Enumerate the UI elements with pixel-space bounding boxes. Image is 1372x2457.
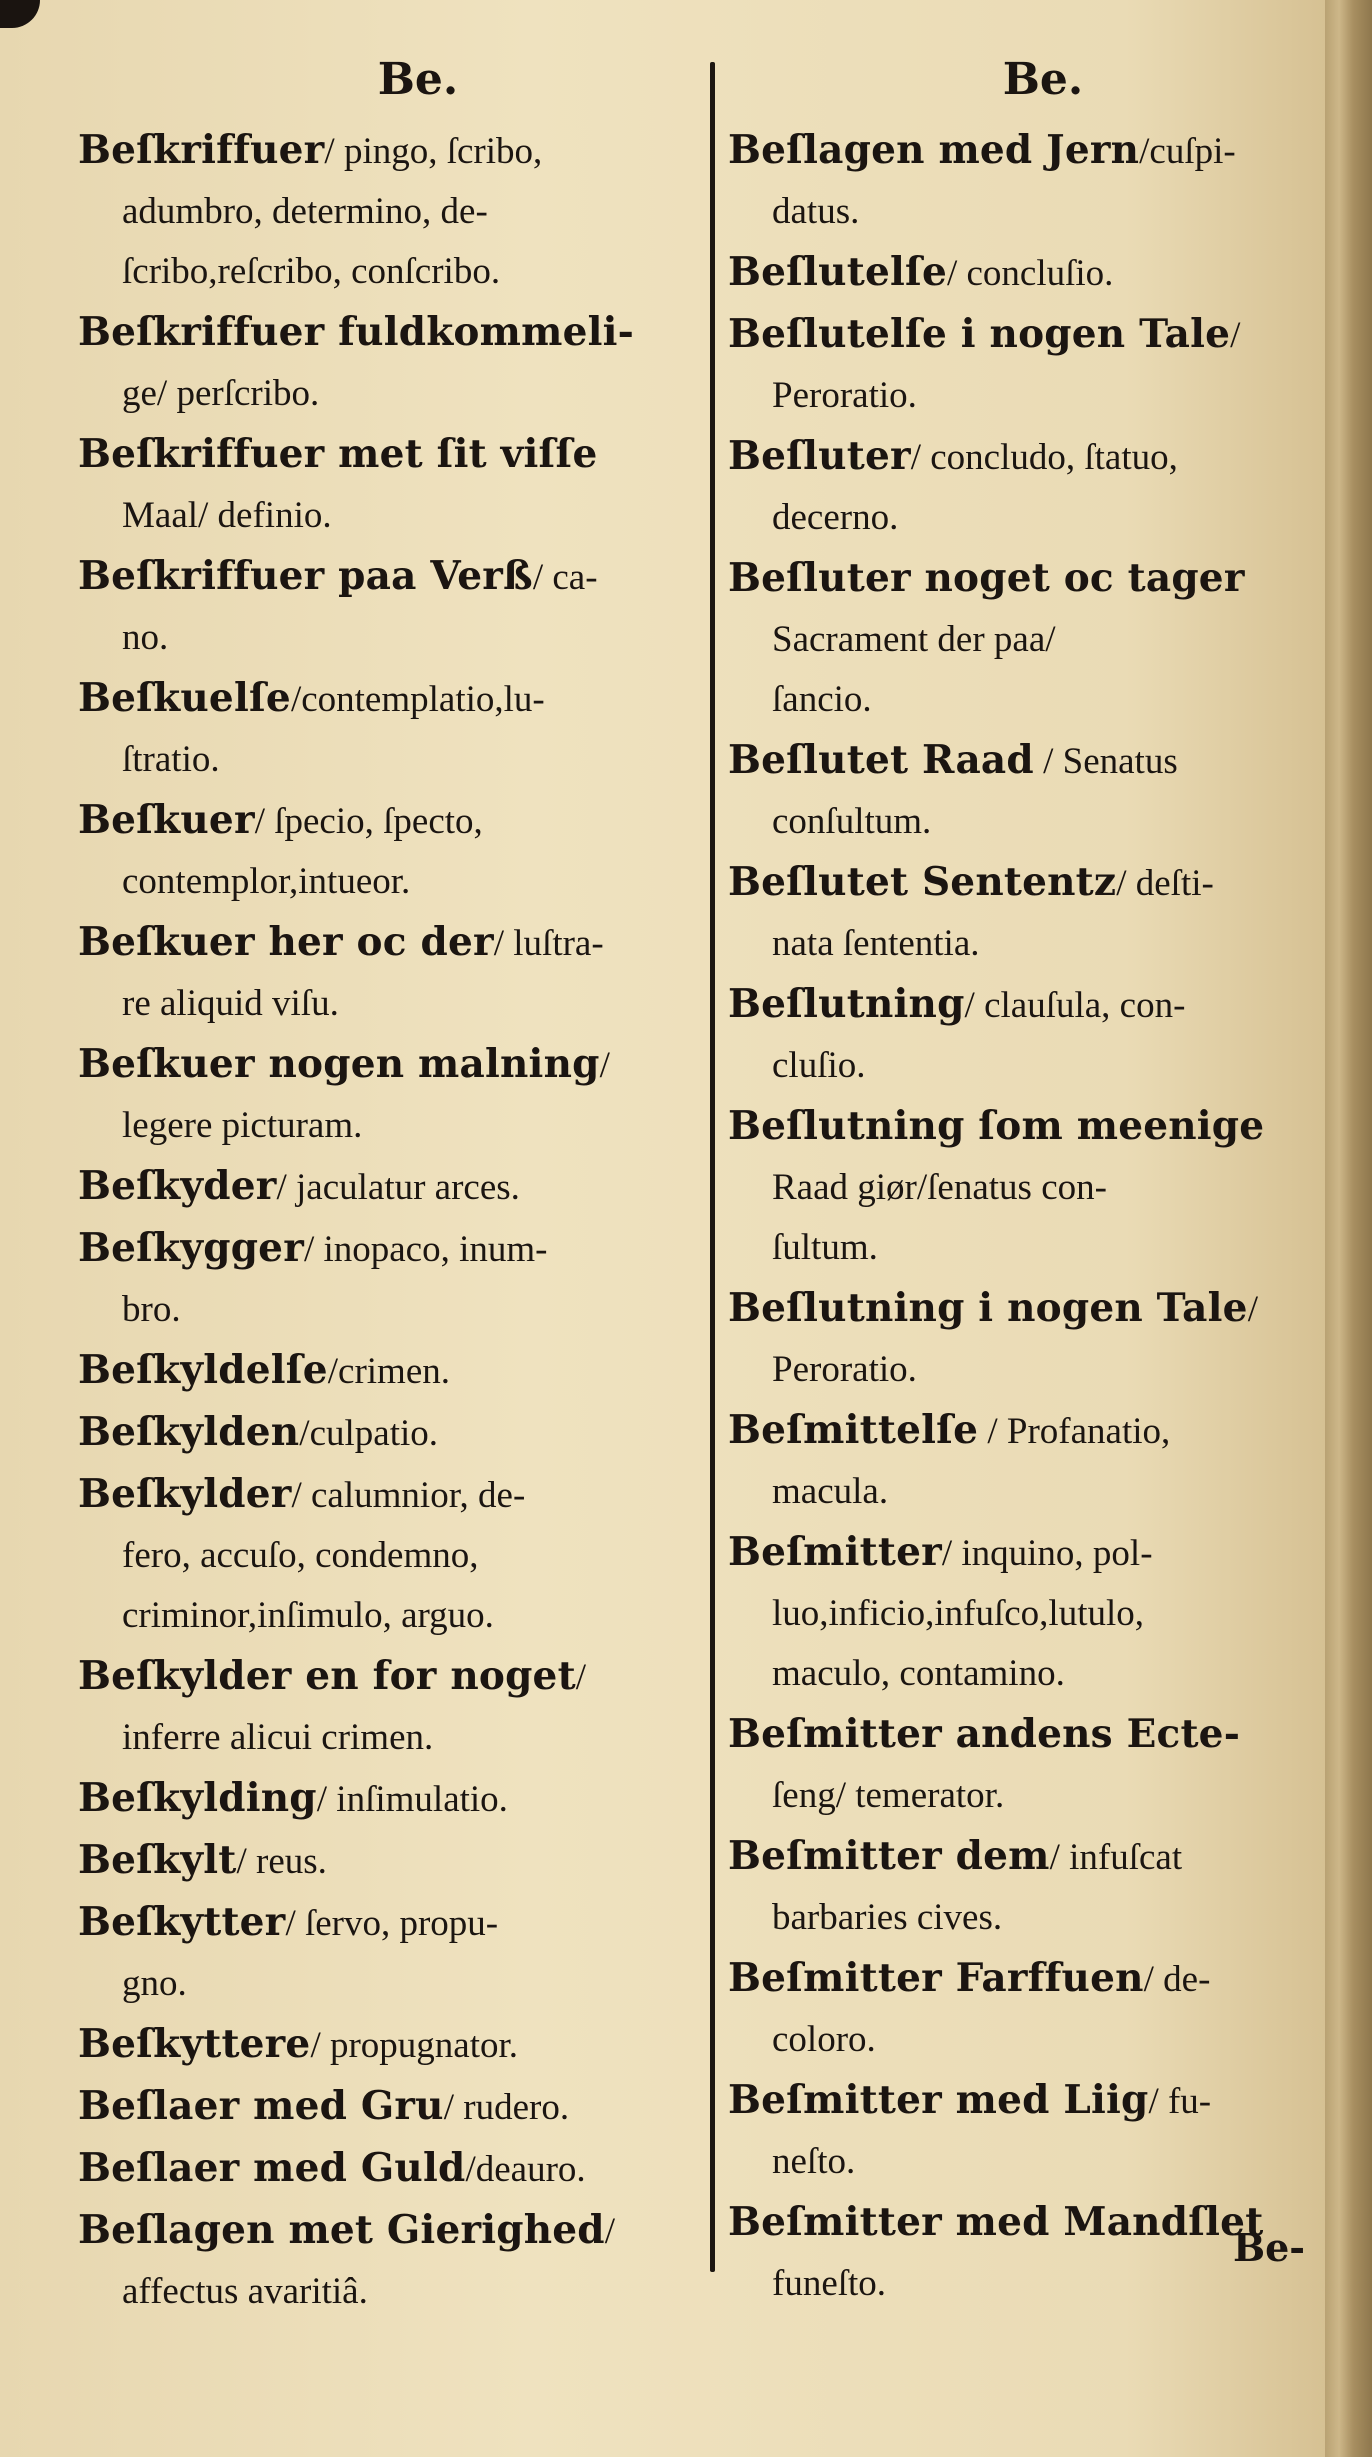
dictionary-entry [78, 1464, 698, 1646]
entry-continuation: ſtratio. [122, 739, 220, 780]
dictionary-entry [78, 790, 698, 912]
entry-headword: Beſkylden [78, 1409, 300, 1455]
dictionary-entry [78, 1768, 698, 1830]
entry-translation: / inſimulatio. [316, 1779, 508, 1820]
entry-continuation: bro. [122, 1289, 181, 1330]
entry-headword: Beſlutning [728, 981, 965, 1027]
dictionary-entry [78, 1892, 698, 2014]
left-entry-list [78, 120, 698, 2322]
dictionary-entry [78, 120, 698, 302]
entry-translation: /contemplatio,lu- [290, 679, 545, 720]
entry-headword: Beſmitter Farffuen [728, 1955, 1144, 2001]
entry-continuation: conſultum. [772, 801, 932, 842]
entry-headword: Beſlaer med Gru [78, 2083, 444, 2129]
catchword: Be- [1233, 2225, 1306, 2270]
entry-translation: / clauſula, con- [964, 985, 1186, 1026]
right-column [728, 40, 1338, 2314]
dictionary-entry [78, 2076, 698, 2138]
entry-continuation: fero, accuſo, condemno, [122, 1535, 479, 1576]
entry-translation: / ſpecio, ſpecto, [254, 801, 483, 842]
entry-headword: Beſkyldelſe [78, 1347, 328, 1393]
entry-translation: / reus. [236, 1841, 327, 1882]
entry-headword: Beſlutet Sententz [728, 859, 1117, 905]
entry-headword: Beſkylder en for noget [78, 1653, 576, 1699]
entry-translation: / calumnior, de- [291, 1475, 526, 1516]
entry-continuation: Sacrament der paa/ [772, 619, 1056, 660]
entry-headword: Beſkyttere [78, 2021, 311, 2067]
entry-headword: Beſlaer med Guld [78, 2145, 466, 2191]
entry-continuation: gno. [122, 1963, 187, 2004]
entry-translation: / ca- [532, 557, 598, 598]
entry-translation: /crimen. [327, 1351, 451, 1392]
entry-headword: Beſkriffuer paa Verß [78, 553, 533, 599]
entry-headword: Beſkuelſe [78, 675, 291, 721]
entry-headword: Beſlutning ſom meenige [728, 1103, 1265, 1149]
dictionary-entry [78, 2200, 698, 2322]
entry-translation: /deauro. [465, 2149, 586, 2190]
dictionary-entry [728, 304, 1338, 426]
entry-headword: Beſmitter dem [728, 1833, 1050, 1879]
entry-headword: Beſluter [728, 433, 911, 479]
column-divider [710, 62, 715, 2272]
left-running-head: Be. [377, 54, 459, 105]
entry-headword: Beſlutelſe [728, 249, 947, 295]
entry-headword: Beſmittelſe [728, 1407, 979, 1453]
entry-continuation: Peroratio. [772, 1349, 917, 1390]
right-entry-list [728, 120, 1338, 2314]
entry-translation: / inopaco, inum- [303, 1229, 548, 1270]
entry-continuation: Raad giør/ſenatus con- [772, 1167, 1107, 1208]
entry-continuation: legere picturam. [122, 1105, 363, 1146]
entry-translation: /culpatio. [299, 1413, 439, 1454]
entry-translation: / Senatus [1033, 741, 1178, 782]
entry-continuation: decerno. [772, 497, 899, 538]
dictionary-entry [728, 1826, 1338, 1948]
entry-continuation: criminor,inſimulo, arguo. [122, 1595, 494, 1636]
entry-headword: Beſluter noget oc tager [728, 555, 1245, 601]
entry-translation: / [604, 2211, 616, 2252]
entry-continuation: nata ſententia. [772, 923, 980, 964]
entry-continuation: affectus avaritiâ. [122, 2271, 368, 2312]
entry-translation: / fu- [1148, 2081, 1212, 2122]
entry-continuation: barbaries cives. [772, 1897, 1003, 1938]
entry-headword: Beſkuer [78, 797, 255, 843]
entry-translation: / rudero. [443, 2087, 570, 2128]
entry-continuation: ſultum. [772, 1227, 878, 1268]
entry-translation: / concludo, ſtatuo, [910, 437, 1178, 478]
entry-continuation: coloro. [772, 2019, 876, 2060]
entry-translation: / [575, 1657, 587, 1698]
entry-headword: Beſlutning i nogen Tale [728, 1285, 1248, 1331]
dictionary-entry [728, 974, 1338, 1096]
entry-continuation: Peroratio. [772, 375, 917, 416]
entry-translation: / pingo, ſcribo, [324, 131, 543, 172]
dictionary-entry [728, 1948, 1338, 2070]
entry-headword: Beſmitter andens Ecte- [728, 1711, 1241, 1757]
entry-continuation: inferre alicui crimen. [122, 1717, 434, 1758]
entry-headword: Beſmitter med Liig [728, 2077, 1149, 2123]
entry-headword: Beſkyder [78, 1163, 277, 1209]
entry-continuation: contemplor,intueor. [122, 861, 411, 902]
right-running-head: Be. [1002, 54, 1084, 105]
entry-translation: / Profanatio, [978, 1411, 1171, 1452]
entry-headword: Beſkuer her oc der [78, 919, 494, 965]
dictionary-entry [78, 546, 698, 668]
dictionary-entry [78, 1156, 698, 1218]
entry-headword: Beſkylder [78, 1471, 292, 1517]
entry-continuation: ge/ perſcribo. [122, 373, 320, 414]
entry-headword: Beſlagen met Gierighed [78, 2207, 605, 2253]
entry-continuation: Maal/ definio. [122, 495, 332, 536]
entry-translation: / propugnator. [310, 2025, 519, 2066]
entry-continuation: maculo, contamino. [772, 1653, 1065, 1694]
entry-translation: / de- [1143, 1959, 1211, 2000]
entry-headword: Beſkriffuer fuldkommeli- [78, 309, 634, 355]
dictionary-entry [78, 912, 698, 1034]
dictionary-entry [78, 1402, 698, 1464]
entry-headword: Beſkytter [78, 1899, 286, 1945]
entry-continuation: re aliquid viſu. [122, 983, 339, 1024]
dictionary-entry [728, 730, 1338, 852]
entry-continuation: neſto. [772, 2141, 856, 2182]
entry-translation: / ſervo, propu- [285, 1903, 499, 1944]
dictionary-entry [78, 2138, 698, 2200]
dictionary-entry [728, 242, 1338, 304]
dictionary-entry [78, 1218, 698, 1340]
dictionary-entry [728, 426, 1338, 548]
entry-headword: Beſkuer nogen malning [78, 1041, 600, 1087]
entry-continuation: ſcribo,reſcribo, conſcribo. [122, 251, 501, 292]
entry-headword: Beſkriffuer [78, 127, 325, 173]
entry-headword: Beſlutelſe i nogen Tale [728, 311, 1231, 357]
entry-headword: Beſlagen med Jern [728, 127, 1140, 173]
entry-translation: / concluſio. [946, 253, 1114, 294]
entry-continuation: datus. [772, 191, 860, 232]
entry-headword: Beſkygger [78, 1225, 304, 1271]
entry-continuation: ſeng/ temerator. [772, 1775, 1005, 1816]
entry-headword: Beſlutet Raad [728, 737, 1034, 783]
entry-translation: / jaculatur arces. [276, 1167, 520, 1208]
entry-translation: / infuſcat [1049, 1837, 1183, 1878]
entry-translation: / deſti- [1116, 863, 1214, 904]
entry-continuation: cluſio. [772, 1045, 866, 1086]
dictionary-entry [78, 302, 698, 424]
entry-continuation: luo,inficio,infuſco,lutulo, [772, 1593, 1145, 1634]
left-column [78, 40, 698, 2322]
entry-headword: Beſkriffuer met ſit viſſe [78, 431, 598, 477]
entry-continuation: macula. [772, 1471, 889, 1512]
entry-headword: Beſmitter [728, 1529, 942, 1575]
entry-translation: / [1247, 1289, 1258, 1330]
entry-headword: Beſkylt [78, 1837, 237, 1883]
dictionary-entry [728, 548, 1338, 730]
dictionary-entry [78, 1034, 698, 1156]
entry-translation: / inquino, pol- [941, 1533, 1153, 1574]
dictionary-entry [78, 2014, 698, 2076]
entry-translation: / luſtra- [493, 923, 604, 964]
entry-continuation: no. [122, 617, 169, 658]
entry-continuation: ſancio. [772, 679, 872, 720]
entry-translation: /cuſpi- [1139, 131, 1236, 172]
dictionary-entry [728, 1522, 1338, 1704]
dictionary-entry [728, 1278, 1338, 1400]
dictionary-entry [78, 1830, 698, 1892]
dictionary-entry [728, 852, 1338, 974]
entry-translation: / [599, 1045, 610, 1086]
dictionary-entry [78, 1646, 698, 1768]
dictionary-entry [728, 1704, 1338, 1826]
entry-headword: Beſmitter med Mandſlet [728, 2199, 1264, 2245]
dictionary-entry [728, 1096, 1338, 1278]
dictionary-entry [78, 1340, 698, 1402]
entry-headword: Beſkylding [78, 1775, 317, 1821]
dictionary-entry [728, 1400, 1338, 1522]
entry-translation: / [1230, 315, 1241, 356]
dictionary-entry [78, 668, 698, 790]
dictionary-entry [728, 120, 1338, 242]
entry-continuation: funeſto. [772, 2263, 887, 2304]
dictionary-entry [728, 2070, 1338, 2192]
dictionary-entry [78, 424, 698, 546]
entry-continuation: adumbro, determino, de- [122, 191, 488, 232]
